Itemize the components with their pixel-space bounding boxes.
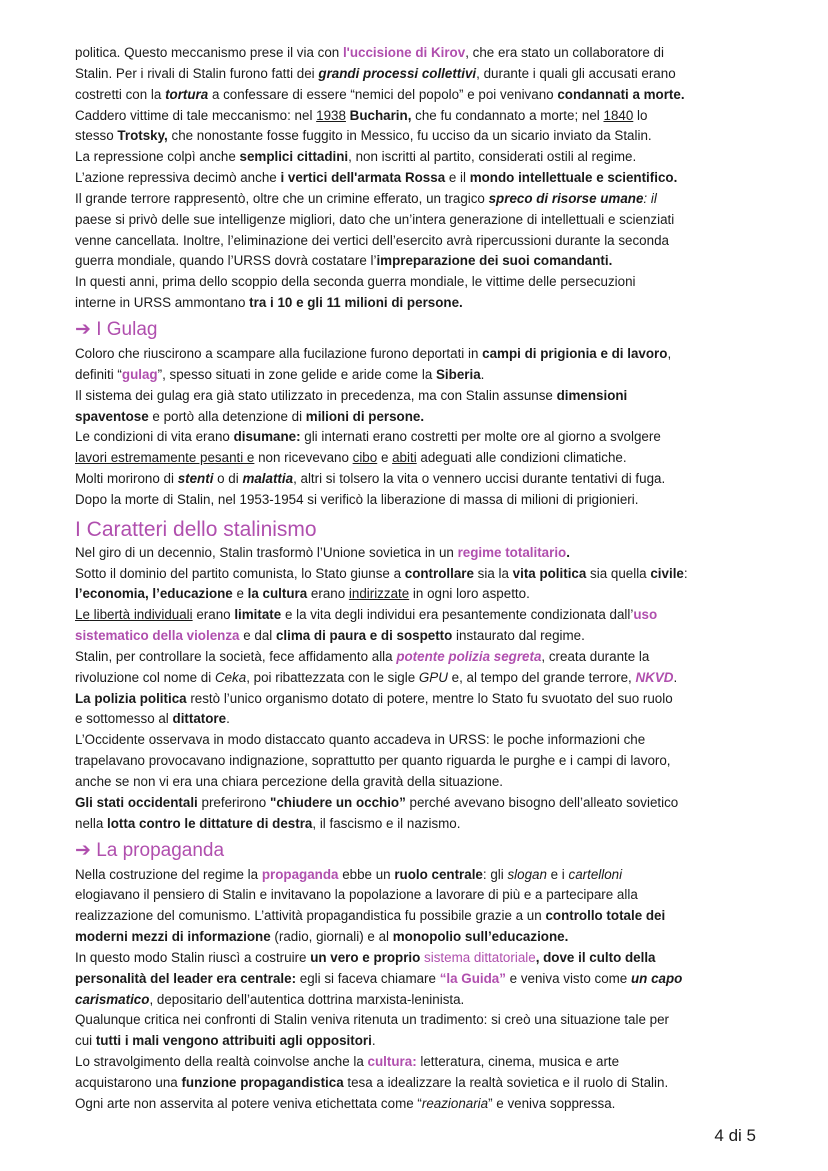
text-run: controllo totale dei [545, 908, 666, 924]
text-run: limitate [234, 607, 282, 623]
text-line [75, 772, 768, 793]
text-run: , depositario dell’autentica dottrina marxista-leninista. [149, 991, 465, 1007]
text-run: ruolo centrale [394, 866, 483, 882]
text-run: Stalin. Per i rivali di Stalin furono fatti dei [75, 65, 319, 81]
text-run: dimensioni [556, 387, 628, 403]
text-run: ” e veniva soppressa. [488, 1095, 616, 1111]
text-line [75, 564, 768, 585]
section-heading: ➔ La propaganda [75, 839, 225, 861]
text-line [75, 906, 768, 927]
text-run: , che era stato un collaboratore di [465, 45, 664, 60]
text-line [75, 885, 768, 906]
text-run: tutti i mali vengono attribuiti agli oppositori [95, 1033, 372, 1049]
text-run: tesa a idealizzare la realtà sovietica e il ruolo di Stalin. [343, 1074, 669, 1090]
text-run: , dove il culto della [535, 949, 656, 965]
text-run: La repressione colpì anche [75, 149, 240, 165]
text-line [75, 793, 768, 814]
text-line [75, 85, 768, 106]
text-run: : gli [482, 866, 508, 882]
text-run: L’Occidente osservava in modo distaccato quanto accadeva in URSS: le poche informazioni che [75, 732, 646, 748]
text-line [75, 543, 768, 564]
text-run: controllare [404, 565, 474, 581]
text-run: “la Guida” [439, 970, 506, 986]
text-run: un capo [630, 970, 683, 986]
page-number: 4 di 5 [714, 1126, 756, 1145]
text-run: reazionaria [421, 1095, 489, 1111]
text-run: In questi anni, prima dello scoppio della seconda guerra mondiale, le vittime delle persecuzioni [75, 274, 636, 290]
text-run: gulag [121, 366, 158, 382]
text-run: disumane: [233, 429, 301, 445]
text-line [75, 344, 768, 365]
text-run: GPU [418, 669, 448, 685]
text-run: anche se non vi era una chiara percezione della gravità della situazione. [75, 774, 504, 789]
text-run: stesso [75, 128, 118, 144]
text-line [75, 709, 768, 730]
text-run: . [226, 711, 230, 727]
text-run: , altri si tolsero la vita o vennero uccisi durante tentativi di fuga. [293, 471, 666, 487]
text-run: impreparazione dei suoi comandanti. [376, 253, 613, 269]
text-run: e, al tempo del grande terrore, [447, 669, 636, 685]
text-run: gli internati erano costretti per molte ore al giorno a svolgere [300, 429, 661, 445]
text-run: Gli stati occidentali [75, 794, 198, 810]
text-line [75, 386, 768, 407]
text-run: sistema dittatoriale [420, 949, 536, 965]
text-line [75, 1052, 768, 1073]
text-run: lotta contro le dittature di destra [107, 815, 313, 831]
text-run: malattia [242, 471, 294, 487]
text-run: definiti “ [75, 366, 122, 382]
text-run: sistematico della violenza [75, 628, 240, 644]
text-line [75, 251, 768, 272]
text-run: tra i 10 e gli 11 milioni di persone. [249, 295, 463, 311]
text-run: potente polizia segreta [396, 648, 542, 664]
text-run: moderni mezzi di informazione [75, 929, 271, 945]
text-line [75, 469, 768, 490]
text-run: : [683, 565, 688, 581]
text-line [75, 168, 768, 189]
text-run: politica. Questo meccanismo prese il via con [75, 45, 343, 60]
text-run: milioni di persone. [305, 408, 425, 424]
text-line [75, 293, 768, 314]
text-run: che nonostante fosse fuggito in Messico, fu ucciso da un sicario inviato da Stalin. [167, 128, 652, 144]
text-run: e veniva visto come [505, 970, 631, 986]
text-run: Caddero vittime di tale meccanismo: nel [75, 107, 317, 123]
text-run: Dopo la morte di Stalin, nel 1953-1954 si verificò la liberazione di massa di milioni di prigionieri. [75, 491, 639, 507]
text-run: Le condizioni di vita erano [75, 429, 234, 445]
text-run: uso [633, 607, 658, 623]
text-line [75, 43, 768, 64]
text-run: ”, spesso situati in zone gelide e aride come la [157, 366, 436, 382]
text-run: Nel giro di un decennio, Stalin trasformò l’Unione sovietica in un [75, 544, 458, 560]
text-run: letteratura, cinema, musica e arte [416, 1054, 620, 1070]
text-run: non ricevevano [254, 450, 353, 466]
text-run: costretti con la [75, 86, 166, 102]
text-line [75, 948, 768, 969]
text-run: In questo modo Stalin riuscì a costruire [75, 949, 311, 965]
text-run: acquistarono una [75, 1074, 182, 1090]
text-run: stenti [177, 471, 214, 487]
text-run: Il sistema dei gulag era già stato utilizzato in precedenza, ma con Stalin assunse [75, 387, 557, 403]
text-run: funzione propagandistica [181, 1074, 344, 1090]
text-run: condannati a morte. [557, 86, 685, 102]
text-run: Il grande terrore rappresentò, oltre che un crimine efferato, un tragico [75, 190, 489, 206]
text-line [75, 126, 768, 147]
text-run: e [232, 586, 248, 602]
text-run: "chiudere un occhio” [269, 794, 406, 810]
text-run: instaurato dal regime. [452, 628, 585, 644]
text-run: spreco di risorse umane [488, 190, 644, 206]
text-run: . [566, 544, 570, 560]
text-run: Nella costruzione del regime la [75, 866, 262, 882]
text-run: : il [643, 190, 657, 206]
text-line [75, 689, 768, 710]
text-line [75, 1031, 768, 1052]
text-run: perché avevano bisogno dell’alleato sovietico [405, 794, 679, 810]
text-line [75, 814, 768, 835]
text-run: . [480, 366, 485, 382]
text-run: L’azione repressiva decimò anche [75, 170, 281, 186]
text-run: sia la [473, 565, 513, 581]
text-run: paese si privò delle sue intelligenze migliori, dato che un’intera generazione di intellettuali e scienziati [75, 211, 675, 227]
text-run: l’economia, l’educazione [75, 586, 233, 602]
text-run: personalità del leader era centrale: [75, 970, 297, 986]
text-line [75, 231, 768, 252]
text-run: 1840 [603, 107, 634, 123]
text-line [75, 1073, 768, 1094]
text-run: . [673, 669, 678, 685]
text-run: carismatico [75, 991, 150, 1007]
text-run: Ogni arte non asservita al potere veniva etichettata come “ [75, 1095, 422, 1111]
text-line [75, 626, 768, 647]
text-run: e portò alla detenzione di [148, 408, 306, 424]
text-run: adeguati alle condizioni climatiche. [416, 450, 627, 466]
text-run: sia quella [586, 565, 651, 581]
text-run: regime totalitario [457, 544, 567, 560]
text-run: slogan [507, 866, 547, 882]
text-run: mondo intellettuale e scientifico. [469, 170, 678, 186]
text-run: che fu condannato a morte; nel [411, 107, 604, 123]
text-line [75, 1010, 768, 1031]
section-heading: ➔ I Gulag [75, 318, 158, 340]
text-run: , il fascismo e il nazismo. [312, 815, 461, 831]
text-line [75, 751, 768, 772]
text-run: dittatore [172, 711, 227, 727]
text-run: (radio, giornali) e al [270, 929, 393, 945]
text-run: abiti [392, 450, 417, 466]
text-run: Sotto il dominio del partito comunista, lo Stato giunse a [75, 565, 405, 581]
text-run: cultura: [367, 1054, 417, 1070]
text-run: Siberia [436, 366, 481, 382]
text-run: Le [75, 607, 90, 623]
text-run: spaventose [75, 408, 149, 424]
text-line [75, 584, 768, 605]
text-run: 1938 [316, 107, 346, 123]
text-line [75, 407, 768, 428]
text-run: lavori estremamente pesanti e [75, 450, 255, 466]
text-run: , durante i quali gli accusati erano [476, 65, 676, 81]
text-run: lo [633, 107, 648, 123]
text-line [75, 147, 768, 168]
document-body [75, 43, 768, 1115]
text-line [75, 865, 768, 886]
text-run: cibo [352, 450, 378, 466]
text-run: e il [445, 170, 470, 186]
text-run: e dal [239, 628, 276, 644]
text-run: o di [213, 471, 243, 487]
text-run: guerra mondiale, quando l’URSS dovrà costatare l’ [75, 253, 377, 269]
text-run: erano [192, 607, 235, 623]
text-run: preferirono [197, 794, 270, 810]
text-line [75, 969, 768, 990]
text-run: in ogni loro aspetto. [409, 586, 530, 602]
text-run: l'uccisione di Kirov [342, 45, 466, 60]
text-run: venne cancellata. Inoltre, l’eliminazione dei vertici dell’esercito avrà ripercussioni durante la seconda [75, 232, 669, 248]
text-run: Stalin, per controllare la società, fece affidamento alla [75, 648, 397, 664]
text-run: erano [307, 586, 349, 602]
text-run: tortura [165, 86, 209, 102]
text-run: e i [546, 866, 569, 882]
text-run: civile [650, 565, 684, 581]
text-run: , non iscritti al partito, considerati ostili al regime. [348, 149, 637, 165]
text-run: Trotsky, [117, 128, 168, 144]
text-run: , poi ribattezzata con le sigle [246, 669, 419, 685]
text-line [75, 106, 768, 127]
text-run: campi di prigionia e di lavoro [482, 345, 668, 361]
text-run: vita politica [512, 565, 587, 581]
text-run: e sottomesso al [75, 711, 173, 727]
text-run: un vero e proprio [310, 949, 421, 965]
text-run: indirizzate [348, 586, 410, 602]
text-run: monopolio sull’educazione. [392, 929, 569, 945]
text-run: . [371, 1033, 376, 1049]
text-run: Qualunque critica nei confronti di Stalin veniva ritenuta un tradimento: si creò una situazione tale per [75, 1012, 669, 1028]
text-line [75, 647, 768, 668]
text-run: Bucharin, [349, 107, 412, 123]
text-run: semplici cittadini [239, 149, 349, 165]
text-run: La polizia politica [75, 690, 187, 706]
text-run: a confessare di essere “nemici del popolo” e poi venivano [208, 86, 558, 102]
text-run: realizzazione del comunismo. L’attività propagandistica fu possibile grazie a un [75, 908, 546, 924]
text-run: interne in URSS ammontano [75, 295, 250, 311]
text-run: , creata durante la [541, 648, 650, 664]
text-run: propaganda [261, 866, 339, 882]
text-line [75, 490, 768, 511]
text-run: , [667, 345, 672, 361]
text-run: grandi processi collettivi [318, 65, 477, 81]
text-line [75, 365, 768, 386]
text-run: Ceka [214, 669, 247, 685]
text-run: libertà individuali [89, 607, 193, 623]
text-line [75, 427, 768, 448]
text-line [75, 189, 768, 210]
text-line [75, 990, 768, 1011]
text-line [75, 64, 768, 85]
text-run: Lo stravolgimento della realtà coinvolse anche la [75, 1054, 368, 1070]
text-run: trapelavano provocavano indignazione, soprattutto per quanto riguarda le purghe e i campi di lavoro, [75, 753, 671, 769]
text-line [75, 210, 768, 231]
text-run: Molti morirono di [75, 471, 178, 487]
text-line [75, 668, 768, 689]
text-run: e [377, 450, 393, 466]
text-line [75, 605, 768, 626]
text-run: Coloro che riuscirono a scampare alla fucilazione furono deportati in [75, 345, 483, 361]
section-heading: I Caratteri dello stalinismo [75, 517, 317, 541]
text-run: cui [75, 1033, 96, 1049]
text-run: rivoluzione col nome di [75, 669, 215, 685]
text-line [75, 1094, 768, 1115]
text-line [75, 927, 768, 948]
text-run: i vertici dell'armata Rossa [280, 170, 446, 186]
text-run: clima di paura e di sospetto [275, 628, 453, 644]
text-run: nella [75, 815, 108, 831]
text-run: elogiavano il pensiero di Stalin e invitavano la popolazione a lavorare di più e a partecipare alla [75, 887, 638, 903]
text-line [75, 730, 768, 751]
text-run: la cultura [247, 586, 308, 602]
text-line [75, 272, 768, 293]
text-run: restò l’unico organismo dotato di potere, mentre lo Stato fu svuotato del suo ruolo [186, 690, 673, 706]
text-run: cartelloni [568, 866, 623, 882]
text-run: e la vita degli individui era pesantemente condizionata dall’ [281, 607, 634, 623]
text-line [75, 448, 768, 469]
text-run: NKVD [635, 669, 674, 685]
text-run: ebbe un [338, 866, 395, 882]
text-run: egli si faceva chiamare [296, 970, 440, 986]
